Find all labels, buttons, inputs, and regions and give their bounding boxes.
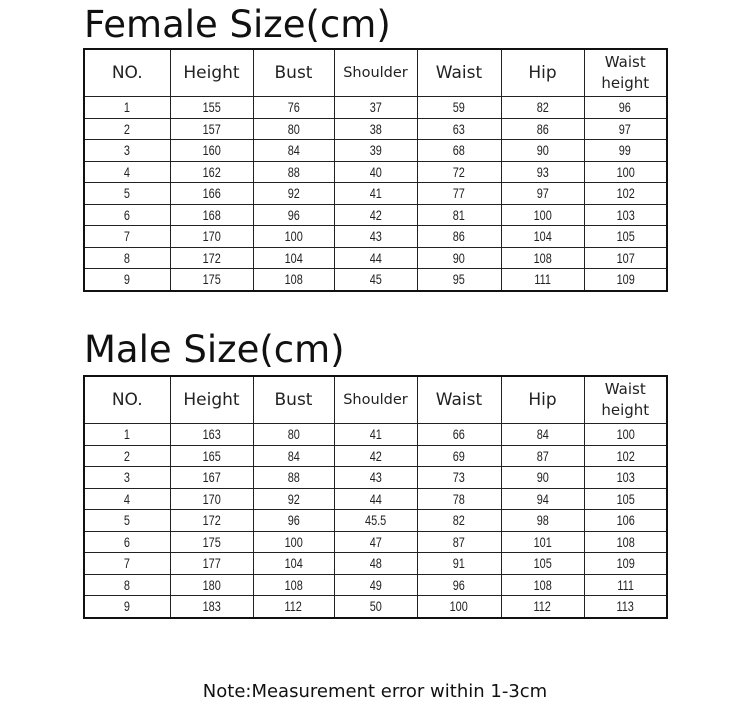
cell-height [170,488,253,510]
cell-value: 68 [452,142,466,159]
header-no: NO. [84,49,170,97]
cell-waist [417,118,501,140]
table-body [84,424,667,618]
cell-hip [501,510,584,532]
cell-no [84,596,170,618]
cell-value: 45 [369,271,382,288]
table-row [84,445,667,467]
cell-height [170,467,253,489]
header-height: Height [170,376,253,424]
cell-height [170,161,253,183]
cell-height [170,204,253,226]
cell-shoulder [334,118,417,140]
cell-value: 166 [202,185,221,202]
cell-hip [501,269,584,291]
cell-height [170,140,253,162]
cell-value: 91 [452,555,466,572]
cell-value: 9 [124,271,131,288]
cell-value: 109 [616,271,635,288]
cell-no [84,269,170,291]
cell-value: 180 [202,576,221,593]
cell-value: 66 [452,426,466,443]
cell-bust [253,531,334,553]
cell-shoulder [334,97,417,119]
cell-no [84,424,170,446]
cell-value: 106 [616,512,635,529]
cell-value: 2 [124,120,131,137]
cell-bust [253,161,334,183]
cell-value: 2 [124,447,131,464]
cell-value: 170 [202,228,221,245]
cell-value: 6 [124,533,131,550]
cell-waist-height [584,596,667,618]
cell-value: 72 [452,163,466,180]
cell-value: 5 [124,512,131,529]
cell-no [84,531,170,553]
header-shoulder: Shoulder [334,376,417,424]
cell-shoulder [334,247,417,269]
cell-waist-height [584,97,667,119]
table-row [84,226,667,248]
header-waist-height: Waist height [584,49,667,97]
cell-shoulder [334,161,417,183]
cell-value: 41 [369,426,382,443]
cell-height [170,510,253,532]
cell-waist-height [584,510,667,532]
cell-value: 160 [202,142,221,159]
cell-value: 41 [369,185,382,202]
cell-hip [501,183,584,205]
cell-bust [253,488,334,510]
cell-bust [253,445,334,467]
cell-waist-height [584,204,667,226]
cell-value: 113 [616,598,634,615]
cell-value: 77 [452,185,466,202]
cell-value: 3 [124,469,131,486]
cell-value: 108 [533,576,552,593]
cell-shoulder [334,140,417,162]
table-body [84,97,667,291]
cell-waist [417,596,501,618]
male-size-title: Male Size(cm) [84,328,345,371]
cell-value: 167 [202,469,221,486]
cell-value: 42 [369,447,382,464]
cell-value: 69 [452,447,466,464]
cell-waist [417,247,501,269]
cell-hip [501,488,584,510]
cell-value: 92 [287,185,300,202]
cell-value: 183 [202,598,221,615]
cell-value: 59 [452,99,466,116]
cell-value: 50 [369,598,382,615]
table-row [84,183,667,205]
cell-value: 76 [287,99,300,116]
cell-value: 80 [287,120,300,137]
cell-value: 168 [202,206,221,223]
cell-shoulder [334,574,417,596]
cell-value: 93 [536,163,549,180]
cell-waist-height [584,488,667,510]
cell-value: 90 [452,249,466,266]
cell-value: 163 [202,426,221,443]
cell-waist [417,467,501,489]
cell-value: 9 [124,598,131,615]
cell-hip [501,531,584,553]
cell-value: 92 [287,490,300,507]
cell-value: 48 [369,555,382,572]
cell-no [84,488,170,510]
cell-hip [501,204,584,226]
cell-waist [417,424,501,446]
cell-value: 96 [287,512,300,529]
cell-value: 86 [452,228,466,245]
table-header-row [84,49,667,97]
cell-value: 90 [536,469,549,486]
cell-bust [253,424,334,446]
table-row [84,97,667,119]
cell-bust [253,140,334,162]
cell-value: 100 [616,163,635,180]
cell-value: 1 [124,426,131,443]
cell-value: 112 [284,598,303,615]
cell-hip [501,553,584,575]
cell-value: 78 [452,490,466,507]
cell-waist-height [584,424,667,446]
cell-waist [417,531,501,553]
cell-waist [417,226,501,248]
cell-value: 84 [287,142,300,159]
cell-value: 63 [452,120,466,137]
cell-value: 162 [202,163,221,180]
cell-value: 101 [533,533,552,550]
cell-shoulder [334,467,417,489]
header-hip: Hip [501,376,584,424]
cell-waist-height [584,247,667,269]
cell-waist-height [584,140,667,162]
cell-value: 87 [452,533,466,550]
table-row [84,510,667,532]
cell-no [84,161,170,183]
cell-hip [501,161,584,183]
cell-value: 108 [284,576,303,593]
cell-height [170,574,253,596]
table-row [84,424,667,446]
cell-shoulder [334,596,417,618]
cell-shoulder [334,424,417,446]
cell-no [84,510,170,532]
header-height: Height [170,49,253,97]
cell-value: 157 [202,120,221,137]
cell-height [170,247,253,269]
cell-hip [501,226,584,248]
table-row [84,488,667,510]
cell-value: 111 [616,576,634,593]
cell-hip [501,445,584,467]
cell-value: 109 [616,555,635,572]
header-no: NO. [84,376,170,424]
cell-value: 104 [284,555,303,572]
cell-height [170,269,253,291]
female-size-title: Female Size(cm) [84,3,391,46]
cell-shoulder [334,531,417,553]
cell-shoulder [334,204,417,226]
male-size-table [83,375,668,619]
cell-value: 88 [287,469,300,486]
cell-no [84,97,170,119]
cell-waist [417,553,501,575]
header-bust: Bust [253,49,334,97]
cell-value: 100 [616,426,635,443]
cell-value: 97 [536,185,549,202]
table-header-row [84,376,667,424]
cell-waist [417,574,501,596]
cell-bust [253,97,334,119]
cell-value: 96 [287,206,300,223]
cell-waist-height [584,574,667,596]
cell-bust [253,596,334,618]
cell-value: 111 [534,271,551,288]
table-row [84,140,667,162]
cell-bust [253,204,334,226]
cell-value: 103 [616,469,635,486]
table-row [84,553,667,575]
cell-value: 7 [124,228,131,245]
cell-value: 175 [202,533,221,550]
cell-value: 43 [369,228,382,245]
cell-value: 96 [619,99,632,116]
cell-value: 100 [449,598,469,615]
cell-value: 43 [369,469,382,486]
table-row [84,467,667,489]
cell-waist-height [584,467,667,489]
cell-value: 175 [202,271,221,288]
header-shoulder: Shoulder [334,49,417,97]
cell-hip [501,118,584,140]
cell-value: 102 [616,185,635,202]
table-row [84,204,667,226]
cell-value: 102 [616,447,635,464]
cell-value: 155 [202,99,221,116]
cell-value: 1 [124,99,131,116]
cell-waist-height [584,553,667,575]
cell-height [170,226,253,248]
cell-waist [417,161,501,183]
cell-shoulder [334,510,417,532]
table-row [84,531,667,553]
cell-hip [501,97,584,119]
cell-value: 100 [533,206,552,223]
measurement-note: Note:Measurement error within 1-3cm [202,681,548,702]
cell-waist-height [584,118,667,140]
cell-height [170,183,253,205]
cell-value: 87 [536,447,549,464]
cell-value: 44 [369,249,382,266]
cell-value: 172 [202,512,221,529]
cell-value: 105 [616,490,635,507]
cell-value: 170 [202,490,221,507]
cell-value: 100 [284,533,303,550]
cell-value: 99 [619,142,632,159]
cell-value: 103 [616,206,635,223]
cell-value: 100 [284,228,303,245]
cell-value: 82 [452,512,466,529]
cell-waist [417,183,501,205]
cell-hip [501,140,584,162]
cell-waist [417,269,501,291]
cell-no [84,247,170,269]
cell-hip [501,574,584,596]
cell-value: 97 [619,120,632,137]
cell-hip [501,247,584,269]
cell-value: 96 [452,576,466,593]
header-waist: Waist [417,376,501,424]
cell-value: 172 [202,249,221,266]
cell-value: 4 [124,490,131,507]
cell-bust [253,467,334,489]
cell-value: 81 [452,206,466,223]
cell-value: 4 [124,163,131,180]
cell-value: 6 [124,206,131,223]
table-row [84,596,667,618]
cell-value: 37 [369,99,382,116]
cell-waist [417,140,501,162]
cell-waist [417,97,501,119]
cell-bust [253,118,334,140]
cell-value: 80 [287,426,300,443]
cell-value: 108 [616,533,635,550]
cell-no [84,467,170,489]
cell-bust [253,247,334,269]
cell-value: 3 [124,142,131,159]
cell-waist-height [584,269,667,291]
cell-waist-height [584,226,667,248]
cell-height [170,445,253,467]
cell-shoulder [334,183,417,205]
cell-bust [253,510,334,532]
header-bust: Bust [253,376,334,424]
cell-value: 40 [369,163,382,180]
cell-waist-height [584,531,667,553]
cell-height [170,531,253,553]
header-hip: Hip [501,49,584,97]
cell-value: 49 [369,576,382,593]
cell-value: 8 [124,249,131,266]
table-row [84,269,667,291]
cell-height [170,97,253,119]
cell-value: 84 [536,426,549,443]
cell-waist [417,488,501,510]
header-waist-height: Waist height [584,376,667,424]
cell-shoulder [334,445,417,467]
cell-value: 82 [536,99,549,116]
cell-value: 39 [369,142,382,159]
cell-value: 42 [369,206,382,223]
cell-height [170,424,253,446]
cell-value: 107 [616,249,635,266]
table-row [84,574,667,596]
cell-value: 98 [536,512,549,529]
header-waist: Waist [417,49,501,97]
cell-value: 86 [536,120,549,137]
cell-value: 45.5 [364,512,387,529]
cell-value: 105 [533,555,552,572]
cell-shoulder [334,553,417,575]
cell-no [84,445,170,467]
cell-waist-height [584,445,667,467]
cell-no [84,183,170,205]
cell-waist-height [584,161,667,183]
cell-value: 88 [287,163,300,180]
table-row [84,247,667,269]
cell-value: 177 [202,555,221,572]
table-row [84,161,667,183]
table-row [84,118,667,140]
cell-value: 104 [284,249,303,266]
cell-no [84,140,170,162]
cell-value: 38 [369,120,382,137]
cell-shoulder [334,226,417,248]
female-size-table [83,48,668,292]
cell-shoulder [334,269,417,291]
cell-value: 105 [616,228,635,245]
cell-hip [501,424,584,446]
cell-value: 5 [124,185,131,202]
cell-no [84,574,170,596]
cell-shoulder [334,488,417,510]
cell-bust [253,183,334,205]
cell-value: 104 [533,228,552,245]
cell-value: 108 [533,249,552,266]
cell-value: 112 [533,598,552,615]
cell-no [84,553,170,575]
cell-value: 108 [284,271,303,288]
cell-height [170,596,253,618]
cell-hip [501,467,584,489]
cell-no [84,204,170,226]
cell-height [170,553,253,575]
cell-no [84,226,170,248]
cell-hip [501,596,584,618]
cell-value: 95 [452,271,466,288]
cell-value: 165 [202,447,221,464]
cell-value: 90 [536,142,549,159]
cell-waist [417,204,501,226]
cell-height [170,118,253,140]
cell-value: 73 [452,469,466,486]
cell-waist-height [584,183,667,205]
cell-value: 47 [369,533,382,550]
cell-bust [253,553,334,575]
cell-value: 7 [124,555,131,572]
cell-value: 94 [536,490,549,507]
cell-value: 84 [287,447,300,464]
cell-value: 44 [369,490,382,507]
cell-bust [253,574,334,596]
cell-waist [417,510,501,532]
cell-bust [253,269,334,291]
cell-bust [253,226,334,248]
cell-no [84,118,170,140]
cell-value: 8 [124,576,131,593]
cell-waist [417,445,501,467]
